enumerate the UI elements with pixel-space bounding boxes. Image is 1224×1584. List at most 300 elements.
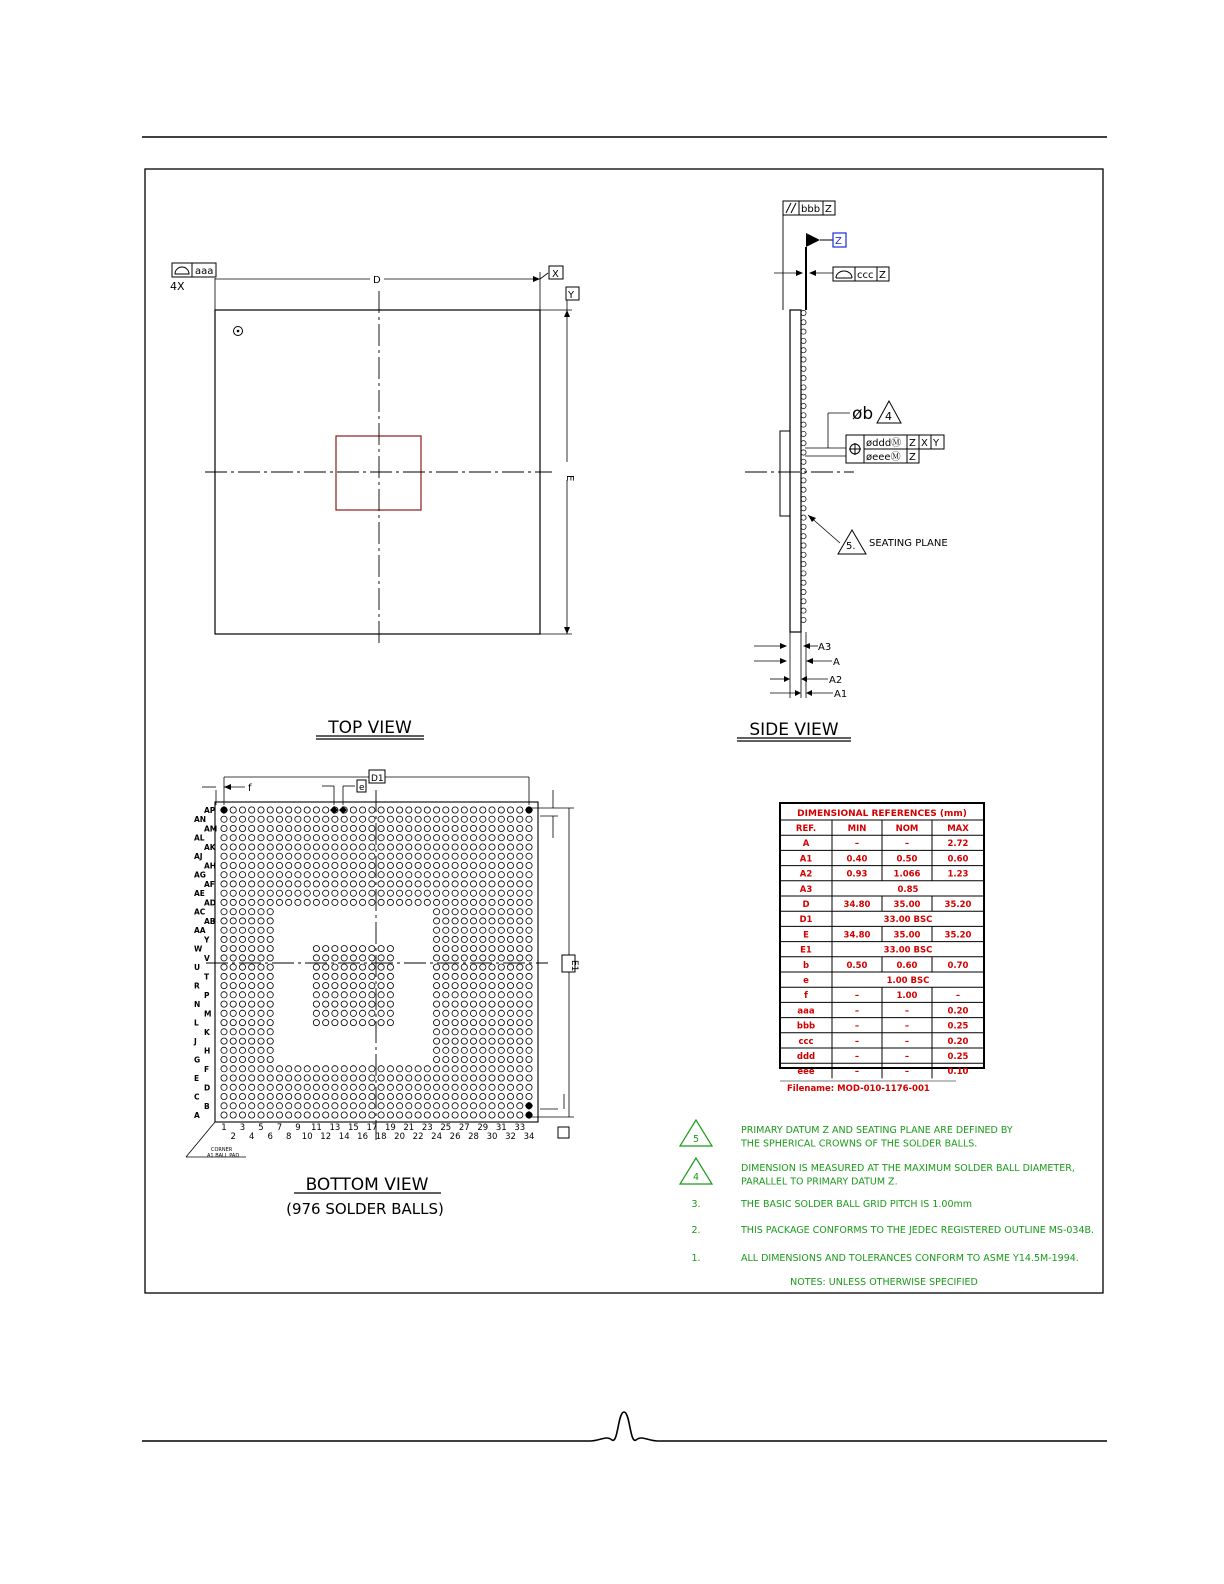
solder-ball — [470, 1029, 476, 1035]
solder-ball — [286, 1112, 292, 1118]
solder-ball — [397, 890, 403, 896]
bottom-view-title: BOTTOM VIEW — [305, 1175, 429, 1195]
solder-ball — [489, 1047, 495, 1053]
solder-ball — [498, 862, 504, 868]
solder-ball — [341, 973, 347, 979]
solder-ball — [350, 844, 356, 850]
solder-ball — [286, 844, 292, 850]
solder-ball — [424, 1075, 430, 1081]
solder-ball — [221, 844, 227, 850]
solder-ball — [434, 1112, 440, 1118]
top-fcf — [170, 263, 216, 293]
col-label-odd: 9 — [295, 1123, 301, 1133]
solder-ball — [258, 881, 264, 887]
solder-ball — [258, 1056, 264, 1062]
solder-ball — [434, 1038, 440, 1044]
solder-ball — [470, 936, 476, 942]
side-ball — [801, 469, 806, 474]
solder-ball — [406, 807, 412, 813]
solder-ball — [230, 825, 236, 831]
solder-ball — [258, 1001, 264, 1007]
table-header-cell: MAX — [947, 824, 969, 834]
solder-ball — [230, 964, 236, 970]
solder-ball — [443, 1010, 449, 1016]
solder-ball — [526, 1010, 532, 1016]
solder-ball — [443, 946, 449, 952]
solder-ball — [258, 890, 264, 896]
solder-ball — [276, 853, 282, 859]
bottom-view-subtitle: (976 SOLDER BALLS) — [286, 1200, 444, 1218]
solder-ball — [434, 807, 440, 813]
solder-ball — [239, 1103, 245, 1109]
solder-ball — [286, 862, 292, 868]
solder-ball — [239, 1010, 245, 1016]
solder-ball — [480, 1066, 486, 1072]
solder-ball — [267, 1075, 273, 1081]
solder-ball — [507, 1112, 513, 1118]
solder-ball — [313, 1103, 319, 1109]
solder-ball — [443, 844, 449, 850]
solder-ball — [221, 1056, 227, 1062]
solder-ball — [406, 853, 412, 859]
solder-ball — [360, 1112, 366, 1118]
notes-block — [680, 1120, 1094, 1264]
solder-ball — [498, 1084, 504, 1090]
solder-ball — [480, 881, 486, 887]
solder-ball — [498, 881, 504, 887]
solder-ball — [452, 1020, 458, 1026]
die-outline — [336, 436, 421, 510]
side-ball — [801, 580, 806, 585]
solder-ball — [498, 973, 504, 979]
solder-ball — [406, 1075, 412, 1081]
solder-ball — [517, 816, 523, 822]
solder-ball — [267, 1066, 273, 1072]
solder-ball — [332, 862, 338, 868]
solder-ball — [350, 1093, 356, 1099]
solder-ball — [239, 862, 245, 868]
solder-ball — [313, 1066, 319, 1072]
solder-ball — [276, 1093, 282, 1099]
solder-ball — [369, 992, 375, 998]
col-label-odd: 29 — [477, 1123, 489, 1133]
solder-ball — [230, 983, 236, 989]
solder-ball — [489, 825, 495, 831]
solder-ball — [434, 946, 440, 952]
solder-ball — [397, 825, 403, 831]
solder-ball — [397, 1093, 403, 1099]
solder-ball — [526, 1084, 532, 1090]
solder-ball — [498, 992, 504, 998]
solder-ball — [323, 1020, 329, 1026]
solder-ball — [480, 973, 486, 979]
solder-ball — [480, 807, 486, 813]
solder-ball — [517, 862, 523, 868]
solder-ball — [267, 872, 273, 878]
solder-ball — [267, 992, 273, 998]
solder-ball — [249, 1047, 255, 1053]
solder-ball — [295, 862, 301, 868]
side-ball — [801, 534, 806, 539]
solder-ball — [323, 1112, 329, 1118]
solder-ball — [332, 835, 338, 841]
solder-ball — [415, 835, 421, 841]
solder-ball — [526, 936, 532, 942]
solder-ball — [221, 1047, 227, 1053]
solder-ball — [434, 909, 440, 915]
solder-ball — [332, 1066, 338, 1072]
col-label-even: 32 — [505, 1132, 516, 1142]
solder-ball — [406, 844, 412, 850]
solder-ball — [369, 1010, 375, 1016]
top-fcf-count: 4X — [170, 280, 185, 293]
solder-ball — [313, 816, 319, 822]
solder-ball — [230, 835, 236, 841]
solder-ball — [286, 825, 292, 831]
solder-ball — [230, 1010, 236, 1016]
solder-ball — [397, 835, 403, 841]
solder-ball — [304, 862, 310, 868]
solder-ball — [267, 899, 273, 905]
table-value-cell: 0.20 — [947, 1036, 969, 1047]
solder-ball — [369, 890, 375, 896]
solder-ball — [526, 973, 532, 979]
dim-D1-label: D1 — [371, 774, 384, 784]
col-label-even: 34 — [523, 1132, 535, 1142]
solder-ball — [526, 844, 532, 850]
solder-ball — [517, 872, 523, 878]
solder-ball — [526, 909, 532, 915]
side-ball — [801, 320, 806, 325]
solder-ball — [249, 1093, 255, 1099]
solder-ball — [313, 1010, 319, 1016]
solder-ball — [249, 853, 255, 859]
solder-ball — [350, 992, 356, 998]
solder-ball — [526, 853, 532, 859]
solder-ball — [230, 890, 236, 896]
dim-A1: A1 — [834, 689, 848, 700]
row-label: E — [194, 1074, 200, 1083]
solder-ball — [258, 899, 264, 905]
col-label-odd: 1 — [221, 1123, 227, 1133]
solder-ball — [517, 927, 523, 933]
solder-ball — [526, 1093, 532, 1099]
solder-ball — [470, 1112, 476, 1118]
col-label-odd: 25 — [440, 1123, 452, 1133]
solder-ball — [295, 816, 301, 822]
solder-ball — [295, 1093, 301, 1099]
solder-ball — [470, 835, 476, 841]
solder-ball — [470, 816, 476, 822]
solder-ball — [387, 983, 393, 989]
solder-ball — [461, 1029, 467, 1035]
solder-ball — [378, 853, 384, 859]
table-value-cell: – — [854, 1006, 860, 1017]
row-label: AF — [204, 879, 215, 889]
table-value-cell: – — [854, 839, 860, 850]
solder-ball — [452, 1047, 458, 1053]
note-text: DIMENSION IS MEASURED AT THE MAXIMUM SOLDER BALL DIAMETER, — [741, 1163, 1075, 1174]
row-label: L — [194, 1018, 199, 1028]
row-label: T — [204, 972, 210, 982]
solder-ball — [258, 1112, 264, 1118]
solder-ball — [230, 1047, 236, 1053]
solder-ball — [341, 816, 347, 822]
solder-ball — [498, 983, 504, 989]
solder-ball — [360, 1103, 366, 1109]
solder-ball — [341, 853, 347, 859]
solder-ball — [489, 973, 495, 979]
solder-ball — [249, 1001, 255, 1007]
solder-ball — [498, 955, 504, 961]
note-text: THE SPHERICAL CROWNS OF THE SOLDER BALLS. — [741, 1138, 978, 1150]
table-value-cell: 1.23 — [947, 869, 969, 880]
solder-ball — [258, 1029, 264, 1035]
solder-ball — [230, 955, 236, 961]
solder-ball — [332, 1093, 338, 1099]
solder-ball — [489, 918, 495, 924]
solder-ball — [360, 1075, 366, 1081]
table-value-cell: 0.70 — [947, 960, 969, 971]
solder-ball — [304, 1066, 310, 1072]
solder-ball — [239, 973, 245, 979]
solder-ball — [230, 899, 236, 905]
solder-ball — [295, 1075, 301, 1081]
solder-ball — [286, 1084, 292, 1090]
solder-ball — [230, 1066, 236, 1072]
solder-ball — [452, 1010, 458, 1016]
solder-ball — [526, 1056, 532, 1062]
solder-ball — [461, 899, 467, 905]
table-value-cell: 2.72 — [947, 839, 969, 850]
solder-ball — [526, 1075, 532, 1081]
solder-ball — [350, 862, 356, 868]
solder-ball — [452, 825, 458, 831]
solder-ball — [461, 807, 467, 813]
solder-ball — [360, 890, 366, 896]
table-ref-cell: A3 — [799, 884, 813, 895]
solder-ball — [498, 1020, 504, 1026]
table-value-cell: – — [955, 991, 961, 1002]
solder-ball — [526, 1066, 532, 1072]
side-ball — [801, 394, 806, 399]
solder-ball — [452, 936, 458, 942]
solder-ball — [452, 992, 458, 998]
col-label-even: 24 — [431, 1132, 443, 1142]
solder-ball — [461, 853, 467, 859]
row-label: V — [204, 953, 210, 963]
solder-ball — [406, 1103, 412, 1109]
solder-ball — [517, 955, 523, 961]
solder-ball — [221, 881, 227, 887]
solder-ball — [249, 1084, 255, 1090]
table-value-cell: 0.20 — [947, 1006, 969, 1017]
solder-ball — [341, 890, 347, 896]
solder-ball — [461, 1047, 467, 1053]
solder-ball — [507, 816, 513, 822]
solder-ball — [498, 835, 504, 841]
solder-ball — [526, 825, 532, 831]
solder-ball — [461, 973, 467, 979]
solder-ball — [387, 1010, 393, 1016]
solder-ball — [489, 890, 495, 896]
solder-ball — [517, 881, 523, 887]
solder-ball — [489, 964, 495, 970]
solder-ball — [230, 1112, 236, 1118]
solder-ball — [239, 1029, 245, 1035]
solder-ball — [507, 1010, 513, 1016]
solder-ball — [452, 872, 458, 878]
solder-ball — [323, 853, 329, 859]
solder-ball — [295, 890, 301, 896]
solder-ball — [470, 1056, 476, 1062]
row-label: H — [204, 1046, 211, 1056]
solder-ball — [378, 1020, 384, 1026]
solder-ball — [498, 1047, 504, 1053]
solder-ball — [434, 918, 440, 924]
side-ball — [801, 403, 806, 408]
row-label: AG — [194, 870, 206, 880]
solder-ball — [369, 1020, 375, 1026]
solder-ball — [526, 992, 532, 998]
solder-ball — [332, 964, 338, 970]
solder-ball — [230, 927, 236, 933]
solder-ball — [304, 881, 310, 887]
solder-ball — [387, 973, 393, 979]
solder-ball — [480, 983, 486, 989]
table-value-cell: 0.60 — [896, 960, 918, 971]
solder-ball — [360, 862, 366, 868]
solder-ball — [313, 825, 319, 831]
solder-ball — [397, 881, 403, 887]
solder-ball — [323, 1001, 329, 1007]
solder-ball — [443, 1047, 449, 1053]
solder-ball — [267, 1038, 273, 1044]
row-label: AE — [194, 889, 205, 899]
pos-tol-1: ødddⓂ — [866, 438, 902, 449]
solder-ball — [221, 1084, 227, 1090]
solder-ball — [267, 835, 273, 841]
col-label-even: 28 — [468, 1132, 479, 1142]
solder-ball — [526, 983, 532, 989]
solder-ball — [526, 1047, 532, 1053]
solder-ball — [461, 936, 467, 942]
solder-ball — [415, 1112, 421, 1118]
solder-ball — [434, 1093, 440, 1099]
solder-ball — [461, 1038, 467, 1044]
solder-ball — [424, 881, 430, 887]
solder-ball — [341, 1103, 347, 1109]
solder-ball — [332, 890, 338, 896]
solder-ball — [286, 881, 292, 887]
solder-ball — [387, 955, 393, 961]
solder-ball — [378, 1075, 384, 1081]
solder-ball — [415, 1084, 421, 1090]
table-ref-cell: b — [802, 960, 810, 971]
solder-ball — [230, 816, 236, 822]
solder-ball — [304, 872, 310, 878]
solder-ball — [461, 946, 467, 952]
solder-ball — [498, 964, 504, 970]
solder-ball — [526, 872, 532, 878]
solder-ball — [276, 899, 282, 905]
solder-ball — [350, 890, 356, 896]
solder-ball — [434, 844, 440, 850]
solder-ball — [230, 918, 236, 924]
side-view-title: SIDE VIEW — [749, 720, 839, 740]
solder-ball — [230, 992, 236, 998]
table-ref-cell: eee — [797, 1067, 815, 1078]
solder-ball — [434, 992, 440, 998]
solder-ball — [434, 964, 440, 970]
solder-ball — [517, 1010, 523, 1016]
solder-ball — [267, 955, 273, 961]
solder-ball — [434, 899, 440, 905]
row-label: B — [204, 1101, 210, 1111]
solder-ball — [452, 835, 458, 841]
solder-ball — [397, 862, 403, 868]
col-label-even: 16 — [357, 1132, 369, 1142]
solder-ball — [387, 1112, 393, 1118]
solder-ball — [470, 983, 476, 989]
pos-tol-2-datum-z: Z — [909, 452, 916, 463]
solder-ball — [470, 1001, 476, 1007]
side-fcf-profile-datum: Z — [879, 270, 886, 281]
table-filename: Filename: MOD-010-1176-001 — [787, 1084, 930, 1094]
solder-ball — [313, 964, 319, 970]
solder-ball — [313, 1112, 319, 1118]
dim-A3: A3 — [818, 642, 832, 653]
solder-ball — [526, 816, 532, 822]
table-value-cell: 35.00 — [893, 900, 921, 910]
solder-ball — [249, 955, 255, 961]
table-body — [780, 820, 984, 1078]
solder-ball — [387, 946, 393, 952]
solder-ball — [323, 955, 329, 961]
row-label: J — [194, 1037, 197, 1047]
solder-ball — [507, 918, 513, 924]
col-label-even: 10 — [301, 1132, 313, 1142]
side-ball — [801, 459, 806, 464]
side-ball — [801, 589, 806, 594]
solder-ball — [369, 844, 375, 850]
solder-ball — [230, 1084, 236, 1090]
solder-ball — [258, 1084, 264, 1090]
solder-ball — [286, 872, 292, 878]
solder-ball — [406, 862, 412, 868]
side-ball — [801, 552, 806, 557]
solder-ball — [249, 946, 255, 952]
solder-ball — [230, 1056, 236, 1062]
row-label: R — [194, 981, 200, 991]
solder-ball — [276, 1112, 282, 1118]
solder-ball — [239, 899, 245, 905]
solder-ball — [378, 1112, 384, 1118]
solder-ball — [434, 1075, 440, 1081]
table-value-cell: – — [904, 1006, 910, 1017]
solder-ball — [258, 983, 264, 989]
solder-ball — [480, 835, 486, 841]
solder-ball — [304, 1075, 310, 1081]
solder-ball — [230, 844, 236, 850]
solder-ball — [378, 1103, 384, 1109]
table-value-cell: 35.20 — [944, 900, 972, 910]
solder-ball — [323, 872, 329, 878]
solder-ball — [507, 1020, 513, 1026]
col-label-even: 14 — [338, 1132, 350, 1142]
solder-ball — [434, 955, 440, 961]
solder-ball — [461, 872, 467, 878]
